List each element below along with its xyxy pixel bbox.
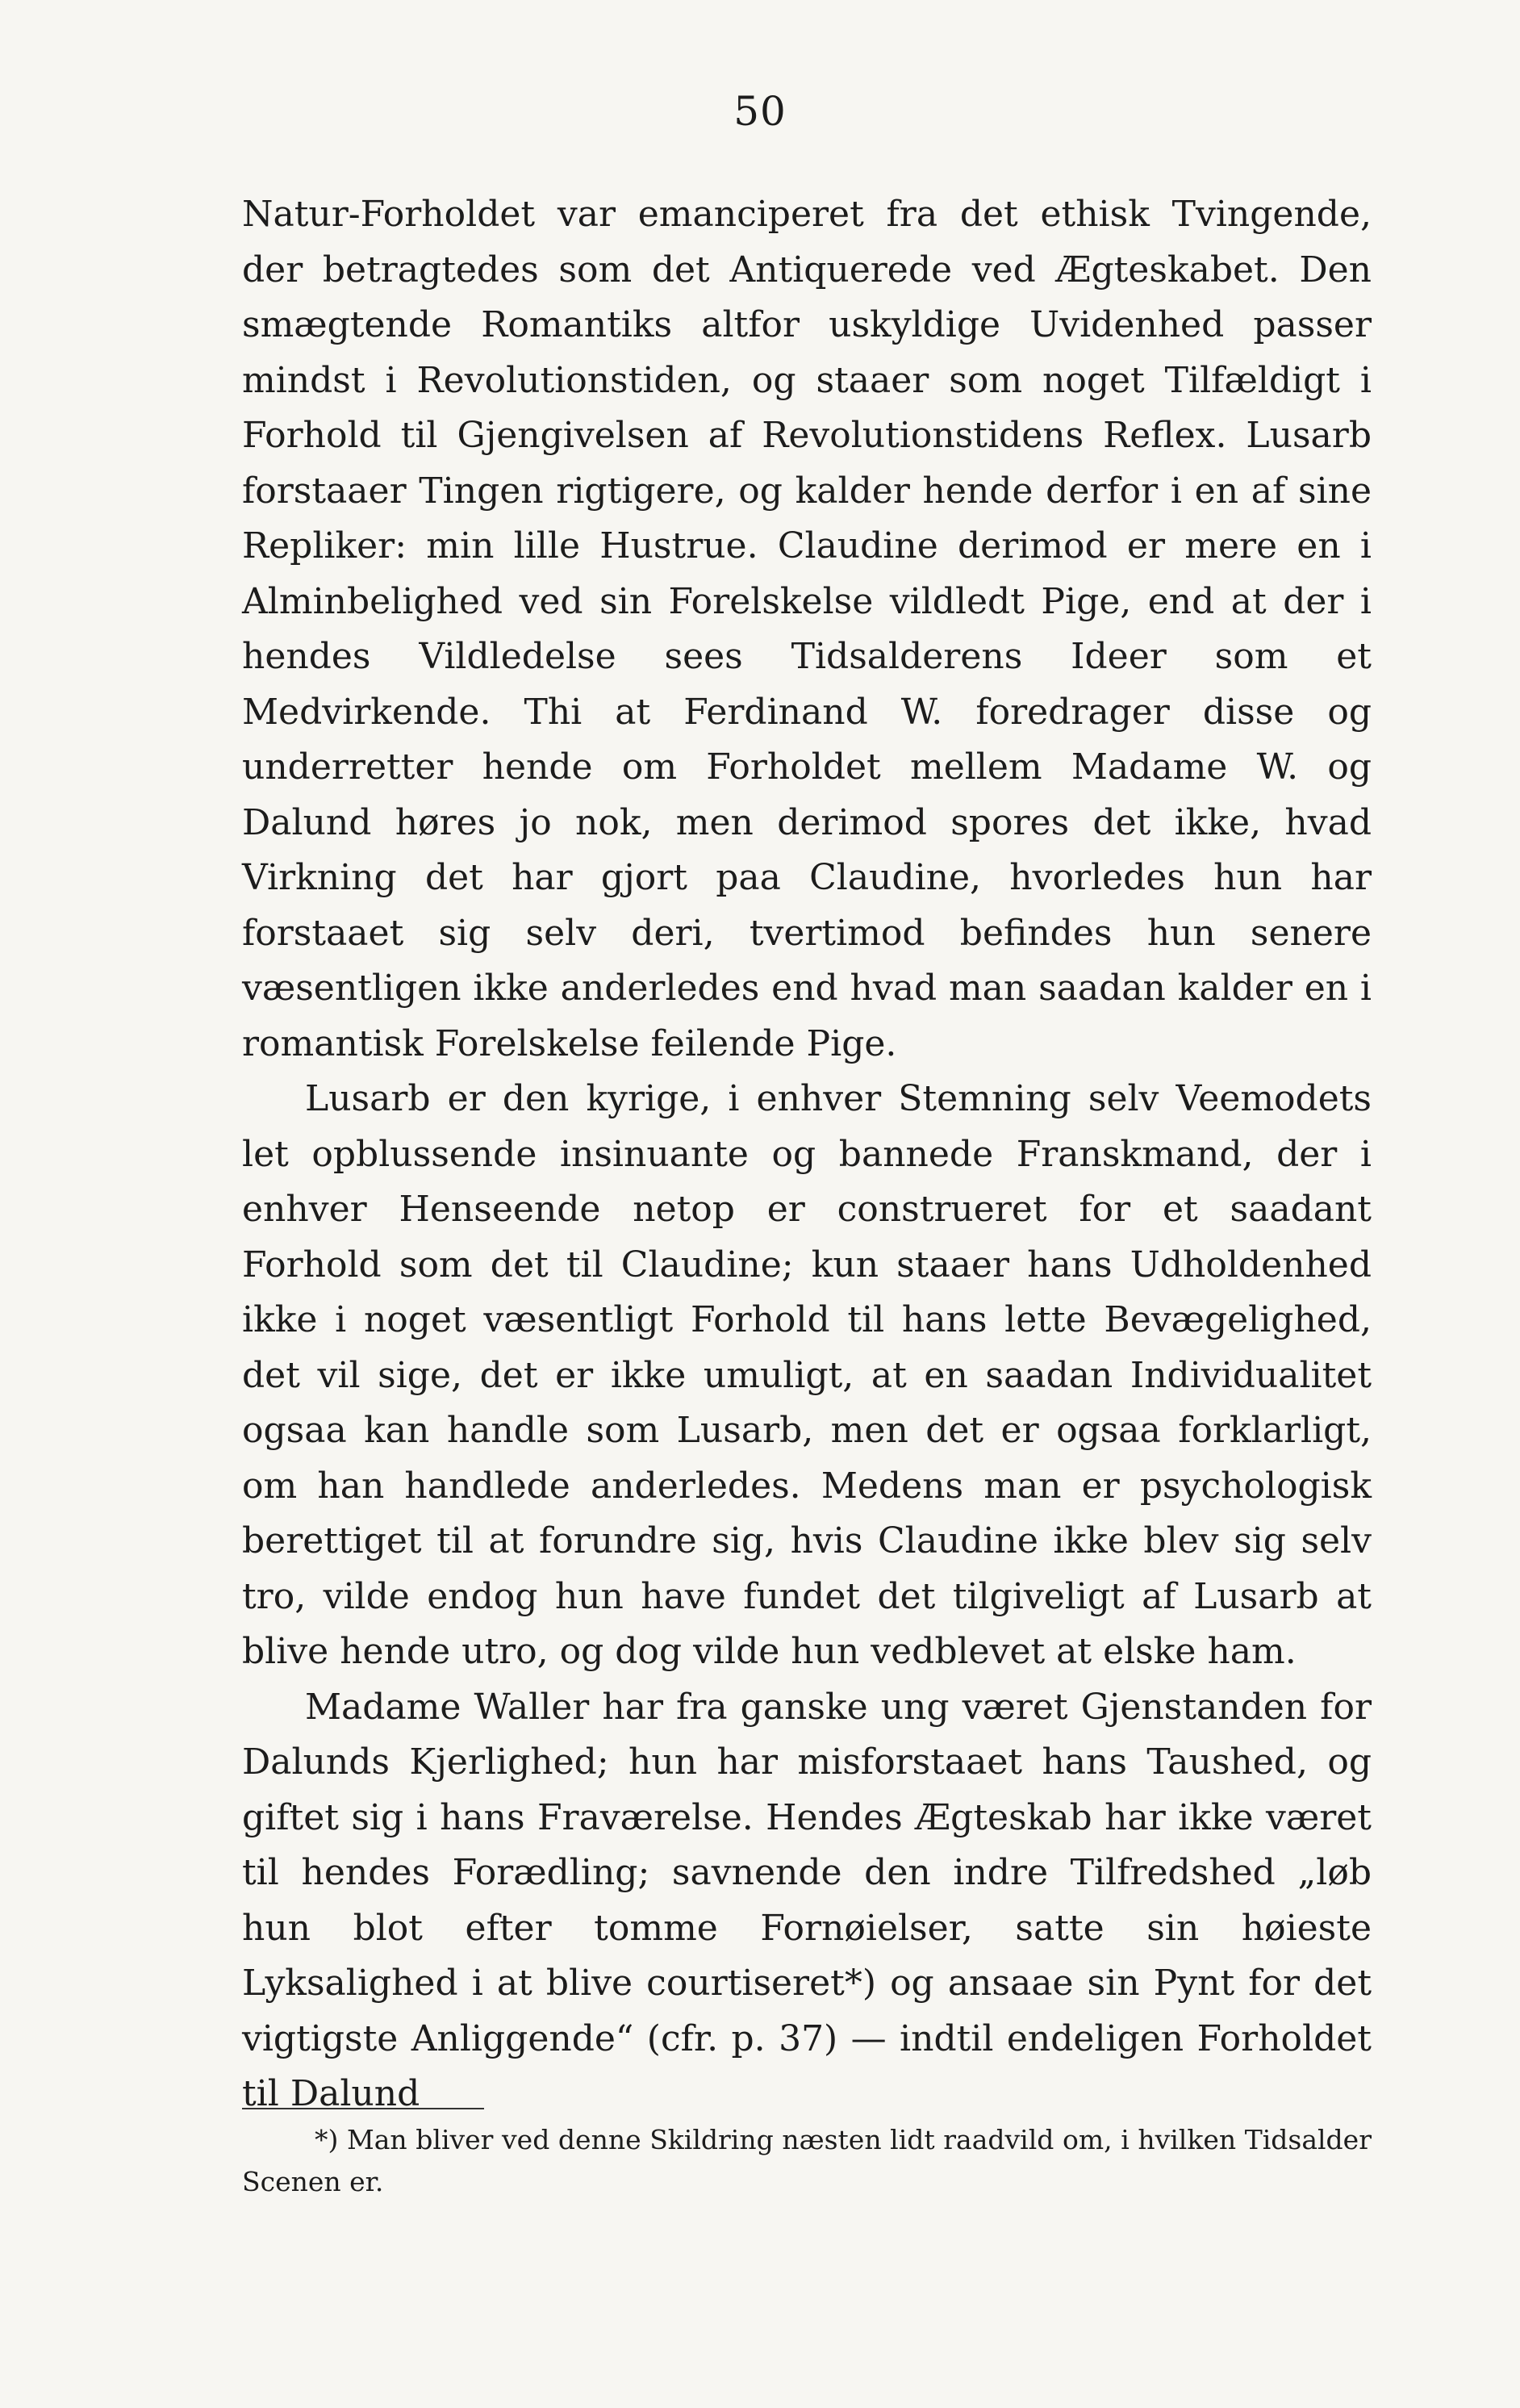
footnote: *) Man bliver ved denne Skildring næsten lidt raadvild om, i hvilken Tidsalder Scenen er. xyxy=(242,2124,1372,2197)
paragraph-1: Natur-Forholdet var emanciperet fra det ethisk Tvingende, der betragtedes som det Antiquerede ved Ægteskabet. Den smægtende Romantiks altfor uskyldige Uvidenhed passer mindst i Revolutionstiden, og staaer som noget Tilfældigt i Forhold til Gjengivelsen af Revolutionstidens Reflex. Lusarb forstaaer Tingen rigtigere, og kalder hende derfor i en af sine Repliker: min lille Hustrue. Claudine derimod er mere en i Alminbelighed ved sin Forelskelse vildledt Pige, end at der i hendes Vildledelse sees Tidsalderens Ideer som et Medvirkende. Thi at Ferdinand W. foredrager disse og underretter hende om Forholdet mellem Madame W. og Dalund høres jo nok, men derimod spores det ikke, hvad Virkning det har gjort paa Claudine, hvorledes hun har forstaaet sig selv deri, tvertimod befindes hun senere væsentligen ikke anderledes end hvad man saadan kalder en i romantisk Forelskelse feilende Pige. xyxy=(242,194,1372,1064)
body-text xyxy=(242,187,1372,2122)
paragraph-2: Lusarb er den kyrige, i enhver Stemning selv Veemodets let opblussende insinuante og bannede Franskmand, der i enhver Henseende netop er construeret for et saadant Forhold som det til Claudine; kun staaer hans Udholdenhed ikke i noget væsentligt Forhold til hans lette Bevægelighed, det vil sige, det er ikke umuligt, at en saadan Individualitet ogsaa kan handle som Lusarb, men det er ogsaa forklarligt, om han handlede anderledes. Medens man er psychologisk berettiget til at forundre sig, hvis Claudine ikke blev sig selv tro, vilde endog hun have fundet det tilgiveligt af Lusarb at blive hende utro, og dog vilde hun vedblevet at elske ham. xyxy=(242,1078,1372,1672)
footnote-rule xyxy=(242,2108,484,2109)
page-number: 50 xyxy=(733,88,787,135)
paragraph-3: Madame Waller har fra ganske ung været Gjenstanden for Dalunds Kjerlighed; hun har misforstaaet hans Taushed, og giftet sig i hans Fraværelse. Hendes Ægteskab har ikke været til hendes Forædling; savnende den indre Tilfredshed „løb hun blot efter tomme Fornøielser, satte sin høieste Lyksalighed i at blive courtiseret*) og ansaae sin Pynt for det vigtigste Anliggende“ (cfr. p. 37) — indtil endeligen Forholdet til Dalund xyxy=(242,1686,1372,2114)
